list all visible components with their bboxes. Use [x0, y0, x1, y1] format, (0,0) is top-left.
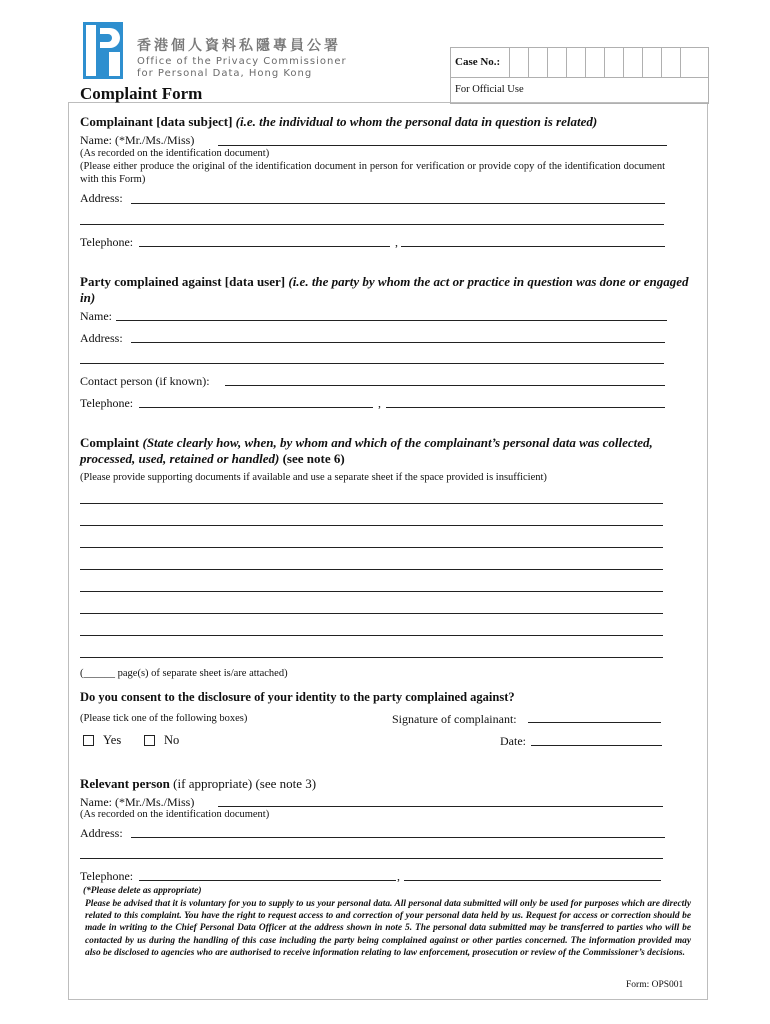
party-contact-field[interactable] [225, 385, 665, 386]
complaint-supporting-note: (Please provide supporting documents if available and use a separate sheet if the space provided is insufficient) [80, 472, 547, 483]
party-address-label: Address: [80, 331, 123, 345]
complaint-text-line[interactable] [80, 613, 663, 614]
party-contact-label: Contact person (if known): [80, 374, 210, 388]
relevant-name-label: Name: (*Mr./Ms./Miss) [80, 795, 195, 809]
form-title: Complaint Form [80, 84, 203, 103]
delete-note: (*Please delete as appropriate) [83, 886, 202, 896]
logo-chinese-name: 香港個人資料私隱專員公署 [137, 38, 341, 54]
party-address-field-2[interactable] [80, 363, 664, 364]
party-telephone-field-2[interactable] [386, 407, 665, 408]
party-address-field-1[interactable] [131, 342, 665, 343]
complaint-text-line[interactable] [80, 635, 663, 636]
pcpd-logo-icon [83, 22, 123, 79]
date-label: Date: [500, 734, 526, 748]
relevant-address-field-2[interactable] [80, 858, 663, 859]
party-telephone-field-1[interactable] [139, 407, 373, 408]
yes-checkbox[interactable] [83, 735, 94, 746]
party-name-field[interactable] [116, 320, 667, 321]
complaint-text-line[interactable] [80, 547, 663, 548]
complaint-text-line[interactable] [80, 591, 663, 592]
signature-field[interactable] [528, 722, 661, 723]
form-code: Form: OPS001 [626, 980, 684, 990]
complainant-telephone-label: Telephone: [80, 235, 134, 249]
complaint-text-line[interactable] [80, 569, 663, 570]
pages-attached-note: (______ page(s) of separate sheet is/are attached) [80, 668, 288, 679]
date-field[interactable] [531, 745, 662, 746]
complainant-address-field-1[interactable] [131, 203, 665, 204]
relevant-telephone-field-1[interactable] [139, 880, 396, 881]
official-use-label: For Official Use [455, 84, 524, 95]
relevant-address-label: Address: [80, 826, 123, 840]
case-no-label: Case No.: [455, 56, 501, 68]
comma: , [395, 235, 398, 249]
comma: , [378, 396, 381, 410]
relevant-telephone-label: Telephone: [80, 869, 134, 883]
complainant-name-label: Name: (*Mr./Ms./Miss) [80, 133, 195, 147]
complainant-telephone-field-1[interactable] [139, 246, 390, 247]
privacy-notice: Please be advised that it is voluntary for you to supply to us your personal data. All personal data submitted will only be used for purposes which are directly related to this complaint. You have the right to request access to and correction of your personal data held by us. Request for access or correction should be made in writing to the Chief Personal Data Officer at the address shown in note 5. The personal data submitted may be transferred to parties who will be contacted by us during the handling of this case including the party being complained against or other parties concerned. The information provided may also be disclosed to agencies who are authorised to receive information relating to law enforcement, prosecution or review of the Commissioner’s decisions. [85, 899, 691, 958]
party-heading: Party complained against [data user] (i.e. the party by whom the act or practice in question was done or engaged in) [80, 274, 689, 305]
relevant-telephone-field-2[interactable] [404, 880, 661, 881]
relevant-id-note: (As recorded on the identification document) [80, 809, 270, 820]
complainant-telephone-field-2[interactable] [401, 246, 665, 247]
complaint-text-line[interactable] [80, 503, 663, 504]
no-checkbox[interactable] [144, 735, 155, 746]
consent-question: Do you consent to the disclosure of your identity to the party complained against? [80, 690, 515, 704]
party-name-label: Name: [80, 309, 112, 323]
complainant-id-note: (As recorded on the identification document) [80, 148, 270, 159]
party-telephone-label: Telephone: [80, 396, 134, 410]
complaint-text-line[interactable] [80, 657, 663, 658]
complainant-address-field-2[interactable] [80, 224, 664, 225]
page-frame [68, 102, 708, 1000]
signature-label: Signature of complainant: [392, 712, 517, 726]
no-label: No [164, 733, 180, 747]
complainant-address-label: Address: [80, 191, 123, 205]
case-box-divider [450, 77, 709, 78]
relevant-name-field[interactable] [218, 806, 663, 807]
complainant-name-field[interactable] [218, 145, 667, 146]
relevant-person-heading: Relevant person (if appropriate) (see note 3) [80, 776, 317, 791]
relevant-address-field-1[interactable] [131, 837, 665, 838]
case-number-cells[interactable] [509, 47, 699, 77]
comma: , [397, 869, 400, 883]
complainant-heading: Complainant [data subject] (i.e. the individual to whom the personal data in question is related) [80, 114, 598, 129]
yes-label: Yes [103, 733, 122, 747]
complaint-heading: Complaint (State clearly how, when, by whom and which of the complainant’s personal data was collected, processed, used, retained or handled) (see note 6) [80, 435, 653, 466]
logo-english-line1: Office of the Privacy Commissioner [137, 56, 347, 67]
complaint-text-line[interactable] [80, 525, 663, 526]
complainant-produce-note: (Please either produce the original of the identification document in person for verification or provide copy of the identification document with this Form) [80, 161, 665, 185]
logo-english-line2: for Personal Data, Hong Kong [137, 68, 313, 79]
tick-note: (Please tick one of the following boxes) [80, 713, 248, 724]
